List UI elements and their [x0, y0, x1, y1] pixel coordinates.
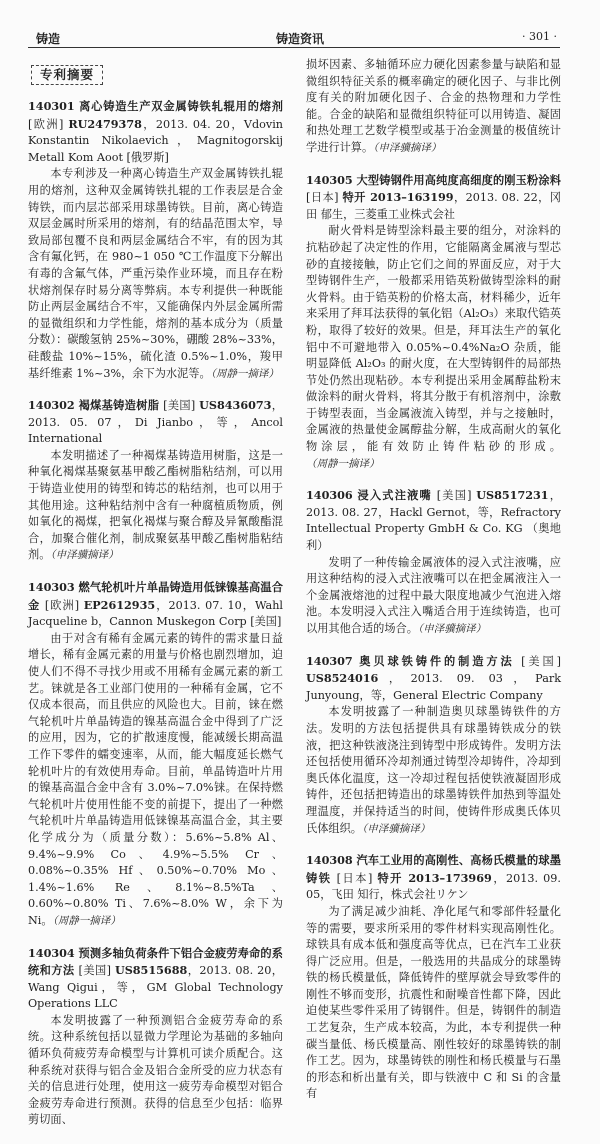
- patent-entry: [306, 487, 561, 637]
- patent-country: [美国]: [78, 964, 111, 978]
- patent-meta: ，2013. 04. 20，Vdovin Konstantin Nikolaevich，Magnitogorskij Metall Kom Aoot [俄罗斯]: [28, 117, 284, 164]
- translator-credit: （周静一摘译）: [52, 914, 121, 927]
- translator-credit: （申泽骥摘译）: [361, 822, 431, 835]
- patent-meta: ，2013. 09. 05，飞田 知行，株式会社リケン: [306, 871, 561, 902]
- entry-body-text: 本发明描述了一种褐煤基铸造用树脂，这是一种氧化褐煤基聚氨基甲酸乙酯树脂粘结剂，可以用于铸造业使用的铸型和铸芯的粘结剂，也可以用于其他用途。这种粘结剂中含有一种腐植质物质，例如氧化的褐煤，把氧化褐煤与聚合醇及异氰酸酯混合，加聚合催化剂，制成聚氨基甲酸乙酯树脂粘结剂。: [28, 448, 283, 562]
- patent-meta: ，2013. 08. 20，Wang Qigui，等，GM Global Technology Operations LLC: [28, 964, 283, 1011]
- patent-number: 140303: [28, 580, 75, 595]
- entry-body: [28, 166, 283, 382]
- patent-number: 140307: [306, 653, 353, 668]
- entry-body-text: 发明了一种传输金属液体的浸入式注液嘴，应用这种结构的浸入式注液嘴可以在把金属液注入一个金属液熔池的过程中最大限度地减少气泡进入熔池。本发明浸入式注入嘴适合用于连续铸造，也可以用其他合适的场合。: [306, 555, 561, 635]
- patent-number: 140302: [28, 398, 75, 413]
- patent-title: 离心铸造生产双金属铸铁轧辊用的熔剂: [79, 99, 283, 113]
- entry-heading: [28, 945, 283, 1013]
- patent-entry: [28, 397, 283, 564]
- entry-body: [306, 904, 561, 1103]
- patent-number: 140308: [306, 853, 353, 868]
- left-column: [28, 98, 283, 1144]
- entry-body: [306, 555, 561, 638]
- journal-name: 铸造: [36, 32, 61, 46]
- translator-credit: （申泽骥摘译）: [417, 623, 487, 635]
- patent-no: 特开 2013–163199: [342, 190, 454, 205]
- patent-title: 浸入式注液嘴: [357, 488, 432, 503]
- entry-body-text: 本专利涉及一种离心铸造生产双金属铸铁扎辊用的熔剂，这种双金属铸铁扎辊的工作表层是合金铸铁，而内层芯部采用球墨铸铁。目前，离心铸造双层金属时所采用的熔剂，有的结晶范围太窄，导致局部包覆不良和两层金属结合不牢，有的因为其含有氟化钙，在 980~1 050 ℃工作温度下分解出有毒的含氟气体，严重污染作业环境，而且存在粉状熔剂保存时易分离等弊病。本专利提供一种既能防止两层金属结合不牢，又能确保内外层金属所需的显微组织和力学性能，熔剂的基本成分为（质量分数）：碳酸氢钠 25%~30%，硼酸 28%~33%，硅酸盐 10%~15%，硫化渣 0.5%~1.0%，羧甲基纤维素 1%~3%，余下为水泥等。: [28, 167, 283, 380]
- patent-number: 140301: [28, 99, 75, 113]
- entry-heading: [28, 579, 283, 631]
- entry-body-text: 本发明披露了一种预测铝合金疲劳寿命的系统。这种系统包括以显微力学理论为基础的多轴向循环负荷疲劳寿命模型与计算机可读介质配合。这种系统对获得与铝合金及铝合金所受的应力状态有关的信息进行处理，使用这一疲劳寿命模型对铝合金疲劳寿命进行预测。获得的信息至少包括：临界剪切面、: [28, 1013, 283, 1127]
- entry-body-text: 损坏因素、多轴循环应力硬化因素参量与缺陷和显微组织特征关系的概率确定的硬化因子、与非比例度有关的附加硬化因子、合金的热物理和力学性能。合金的缺陷和显微组织特征可以用铸造、凝固和热处理工艺数学模型或基于冶金测量的极值统计学进行计算。: [306, 58, 561, 154]
- patent-no: US8524016: [306, 671, 379, 686]
- patent-title: 大型铸钢件用高纯度高细度的刚玉粉涂料: [356, 172, 561, 187]
- entry-body-text: 为了满足减少油耗、净化尾气和零部件轻量化等的需要，要求所采用的零件材料实现高刚性化。球铁具有成本低和强度高等优点，已在汽车工业获得广泛应用。但是，一般选用的共晶成分的球墨铸铁的杨氏模量低，降低铸件的壁厚就会导致零件的刚性不够而变形，抗震性和耐噪音性都下降，因此迫使某些零件采用了铸钢件。但是，铸钢件的制造工艺复杂，生产成本较高，为此，本专利提供一种碳当量低、杨氏模量高、刚性较好的球墨铸铁的制作工艺。因为，球墨铸铁的刚性和杨氏模量与石墨的形态和析出量有关，即与铁液中 C 和 Si 的含量有: [306, 904, 561, 1101]
- patent-number: 140306: [306, 488, 353, 503]
- entry-heading: [306, 487, 561, 554]
- entry-body-text: 由于对含有稀有金属元素的铸件的需求量日益增长，稀有金属元素的用量与价格也剧烈增加，迫使人们不得不寻找少用或不用稀有金属元素的新工艺。铼就是各工业部门使用的一种稀有金属，它不仅成本很高，而且供应的风险也大。目前，铼在燃气轮机叶片单晶铸造的镍基高温合金中得到了广泛的应用，因为，它的扩散速度慢，能减缓长期高温工作下零件的蠕变速率，从而，能大幅度延长燃气轮机叶片的有效使用寿命。目前，单晶铸造叶片用的镍基高温合金中含有 3.0%~7.0%铼。在保持燃气轮机叶片使用性能不变的前提下，提出了一种燃气轮机叶片单晶铸造用低铼镍基高温合金，其主要化学成分为（质量分数）：5.6%~5.8% Al、9.4%~9.9% Co、4.9%~5.5% Cr、0.08%~0.35% Hf、0.50%~0.70% Mo、1.4%~1.6% Re、8.1%~8.5%Ta、0.60%~0.80% Ti、7.6%~8.0% W，余下为 Ni。: [28, 631, 283, 927]
- entry-body: [28, 448, 283, 564]
- patent-title: 奥贝球铁铸件的制造方法: [359, 653, 515, 668]
- entry-body: [306, 57, 561, 157]
- header-rule: [28, 47, 560, 48]
- patent-meta: ，2013. 09. 03，Park Junyoung，等，General Electric Company: [306, 672, 561, 702]
- patent-number: 140304: [28, 945, 75, 960]
- patent-no: EP2612935: [83, 597, 156, 612]
- patent-entry: [28, 98, 283, 382]
- patent-meta: ，2013. 08. 27，Hackl Gernot，等，Refractory Intellectual Property GmbH & Co. KG （奥地利）: [306, 489, 561, 553]
- patent-country: [美国]: [436, 489, 472, 503]
- translator-credit: （申泽骥摘译）: [373, 141, 442, 154]
- translator-credit: （周静一摘译）: [306, 457, 380, 470]
- entry-heading: [306, 172, 561, 224]
- entry-body: [28, 631, 283, 930]
- patent-entry: [306, 852, 561, 1103]
- patent-entry: [28, 945, 283, 1130]
- patent-no: 特开 2013–173969: [377, 870, 492, 885]
- patent-no: US8515688: [114, 963, 188, 978]
- entry-body: [306, 704, 561, 837]
- patent-entry: [28, 579, 283, 929]
- patent-title: 汽车工业用的高刚性、高杨氏模量的球墨铸铁: [306, 853, 561, 885]
- translator-credit: （周静一摘译）: [210, 367, 279, 380]
- patent-country: [欧洲]: [44, 598, 80, 612]
- patent-number: 140305: [306, 172, 353, 187]
- patent-meta: ，2013. 08. 22，冈田 郁生，三菱重工业株式会社: [306, 191, 561, 221]
- column-name: 铸造资讯: [275, 32, 324, 46]
- patent-country: [美国]: [521, 654, 561, 668]
- patent-meta: ，2013. 07. 10，Wahl Jacqueline b，Cannon Muskegon Corp [美国]: [28, 598, 283, 629]
- patent-title: 预测多轴负荷条件下铝合金疲劳寿命的系统和方法: [28, 945, 283, 978]
- patent-no: US8517231: [476, 488, 549, 503]
- entry-heading: [28, 98, 283, 166]
- entry-heading: [28, 397, 283, 448]
- entry-body: [28, 1013, 283, 1129]
- entry-heading: [306, 852, 561, 904]
- right-column: [306, 57, 561, 1118]
- page-number: · 301 ·: [522, 30, 557, 43]
- entry-heading: [306, 653, 561, 705]
- entry-body-text: 耐火骨料是铸型涂料最主要的组分，对涂料的抗粘砂起了决定性的作用，它能隔离金属液与型芯砂的直接接触，防止它们之间的界面反应，对于大型铸钢件生产，一般都采用锆英粉做铸型涂料的耐火骨料。由于锆英粉的价格太高，材料稀少，近年来采用了拜耳法获得的氧化铝（Al₂O₃）来取代锆英粉，取得了较好的效果。但是，拜耳法生产的氧化铝中不可避地带入 0.05%~0.4%Na₂O 杂质，能明显降低 Al₂O₃ 的耐火度，在大型铸钢件的局部热节处仍然出现粘砂。本专利提出采用金属醇盐粉末做涂料的耐火骨料，将其分散于有机溶剂中，涂敷于铸型表面，当金属液流入铸型，并与之接触时，金属液的热量使金属醇盐分解，生成高耐火的氧化物涂层，能有效防止铸件粘砂的形成。: [306, 224, 561, 454]
- patent-country: [日本]: [336, 871, 373, 885]
- patent-title: 褐煤基铸造树脂: [78, 398, 160, 413]
- patent-meta: ，2013. 05. 07，Di Jianbo，等，Ancol International: [28, 399, 283, 446]
- patent-no: US8436073: [199, 398, 272, 413]
- patent-country: [欧洲]: [28, 117, 64, 131]
- translator-credit: （申泽骥摘译）: [50, 549, 119, 562]
- patent-country: [美国]: [163, 399, 196, 413]
- section-title: 专利摘要: [31, 65, 103, 85]
- patent-no: RU2479378: [68, 116, 142, 131]
- entry-body-text: 本发明披露了一种制造奥贝球墨铸铁件的方法。发明的方法包括提供具有球墨铸铁成分的铁液，把这种铁液浇注到铸型中形成铸件。发明方法还包括使用循环冷却剂通过铸型冷却铸件，冷却到奥氏体化温度，这一冷却过程包括使铁液凝固形成铸件，还包括把铸造出的球墨铸铁件加热到等温处理温度，并保持适当的时间，使铸件形成奥氏体贝氏体组织。: [306, 705, 561, 835]
- patent-country: [日本]: [306, 191, 339, 205]
- patent-title: 燃气轮机叶片单晶铸造用低铼镍基高温合金: [28, 580, 283, 612]
- patent-entry: [306, 172, 561, 473]
- continued-entry: [306, 57, 561, 157]
- entry-body: [306, 223, 561, 472]
- patent-entry: [306, 653, 561, 838]
